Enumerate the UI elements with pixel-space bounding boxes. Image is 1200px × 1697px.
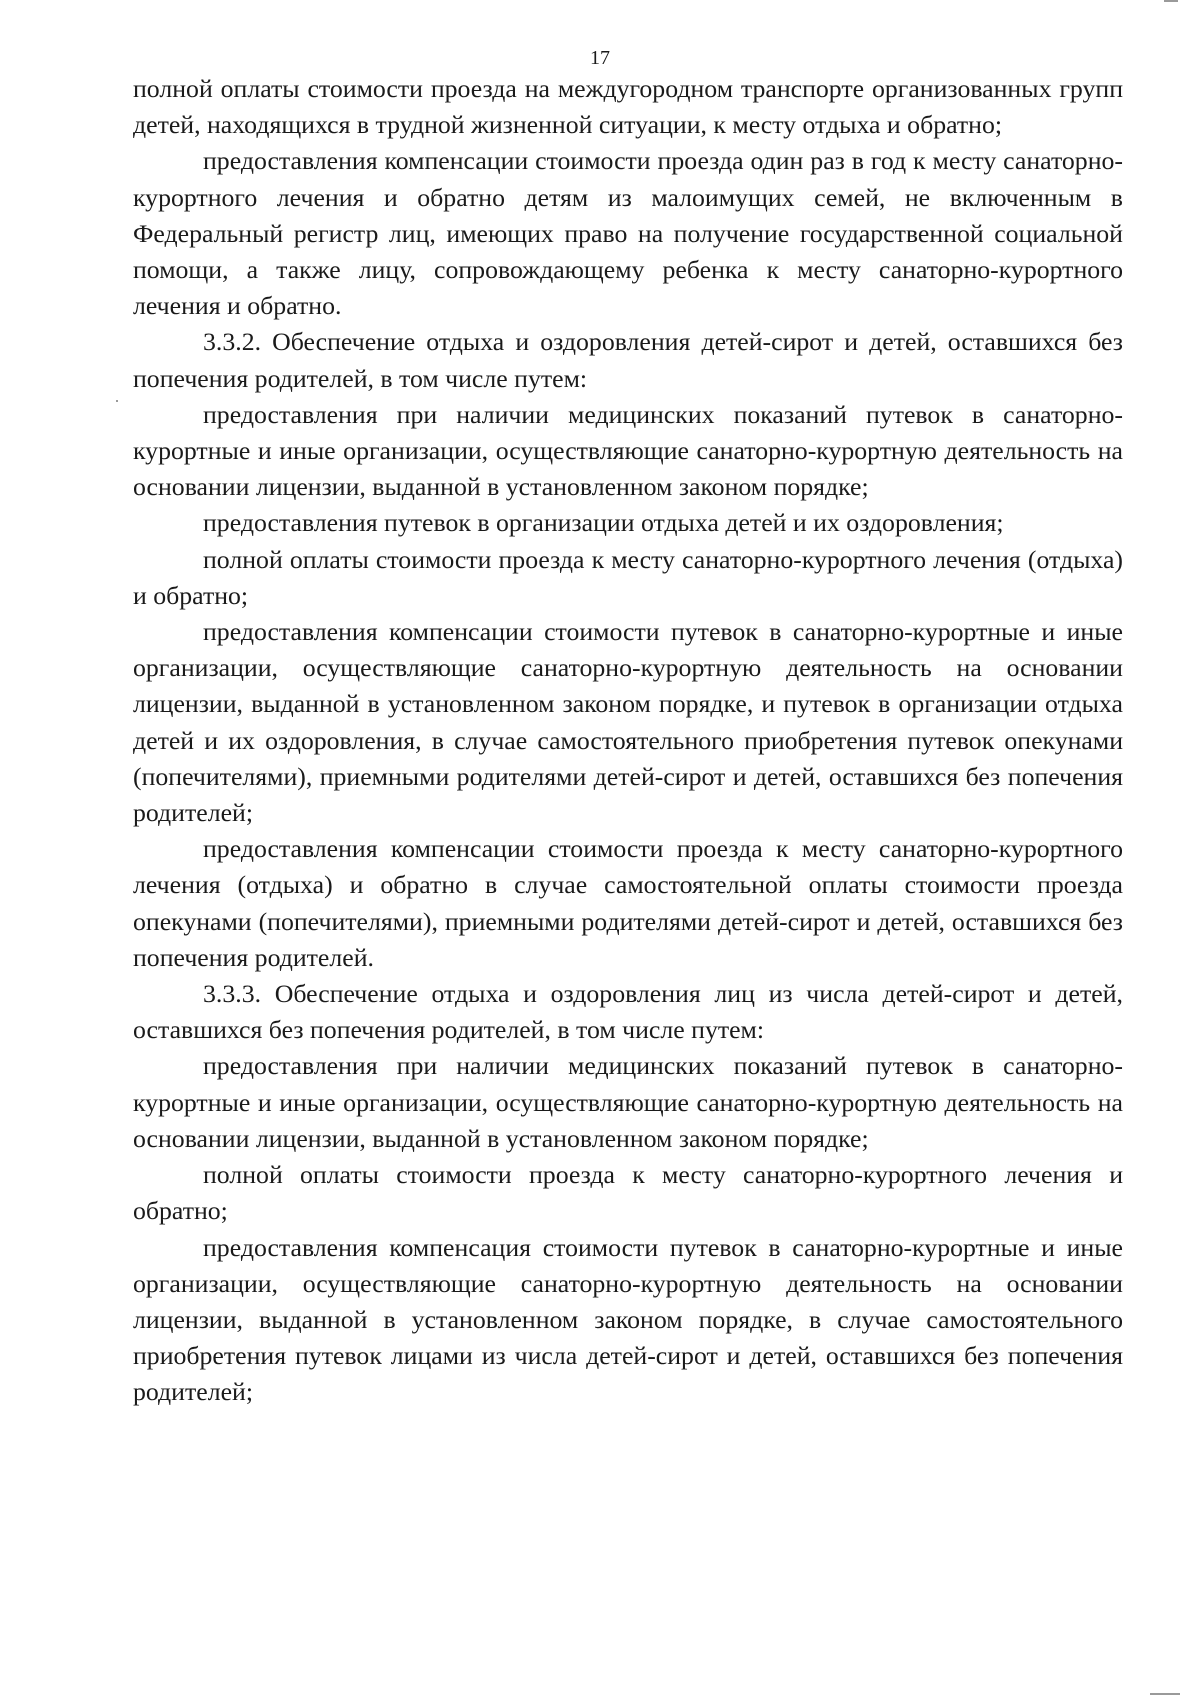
paragraph: предоставления при наличии медицинских показаний путевок в санаторно-курортные и иные организации, осуществляющие санаторно-курортную деятельность на основании лицензии, выданной в установленном законом порядке; <box>133 399 1123 502</box>
paragraph: полной оплаты стоимости проезда на междугородном транспорте организованных групп детей, находящихся в трудной жизненной ситуации, к месту отдыха и обратно; <box>133 74 1123 140</box>
scan-artifact <box>116 400 118 402</box>
scan-artifact <box>1150 1693 1180 1695</box>
scan-artifact <box>1164 0 1178 2</box>
paragraph: предоставления компенсации стоимости проезда к месту санаторно-курортного лечения (отдыха) и обратно в случае самостоятельной оплаты стоимости проезда опекунами (попечителями), приемными родителями детей-сирот и детей, оставшихся без попечения родителей. <box>133 834 1123 972</box>
paragraph: предоставления при наличии медицинских показаний путевок в санаторно-курортные и иные организации, осуществляющие санаторно-курортную деятельность на основании лицензии, выданной в установленном законом порядке; <box>133 1051 1123 1153</box>
paragraph: полной оплаты стоимости проезда к месту санаторно-курортного лечения (отдыха) и обратно; <box>133 544 1123 610</box>
page-number: 17 <box>590 47 610 69</box>
document-body <box>133 71 1123 1411</box>
paragraph: предоставления путевок в организации отдыха детей и их оздоровления; <box>203 508 1004 538</box>
section-paragraph: 3.3.3. Обеспечение отдыха и оздоровления лиц из числа детей-сирот и детей, оставшихся без попечения родителей, в том числе путем: <box>133 979 1123 1045</box>
paragraph: предоставления компенсации стоимости путевок в санаторно-курортные и иные организации, осуществляющие санаторно-курортную деятельность на основании лицензии, выданной в установленном законом порядке, и путевок в организации отдыха детей и их оздоровления, в случае самостоятельного приобретения путевок опекунами (попечителями), приемными родителями детей-сирот и детей, оставшихся без попечения родителей; <box>133 617 1123 828</box>
section-paragraph: 3.3.2. Обеспечение отдыха и оздоровления детей-сирот и детей, оставшихся без попечения родителей, в том числе путем: <box>133 327 1123 393</box>
paragraph: предоставления компенсации стоимости проезда один раз в год к месту санаторно-курортного лечения и обратно детям из малоимущих семей, не включенным в Федеральный регистр лиц, имеющих право на получение государственной социальной помощи, а также лицу, сопровождающему ребенка к месту санаторно-курортного лечения и обратно. <box>133 146 1123 321</box>
paragraph: предоставления компенсация стоимости путевок в санаторно-курортные и иные организации, осуществляющие санаторно-курортную деятельность на основании лицензии, выданной в установленном законом порядке, в случае самостоятельного приобретения путевок лицами из числа детей-сирот и детей, оставшихся без попечения родителей; <box>133 1232 1123 1407</box>
paragraph: полной оплаты стоимости проезда к месту санаторно-курортного лечения и обратно; <box>133 1160 1123 1226</box>
